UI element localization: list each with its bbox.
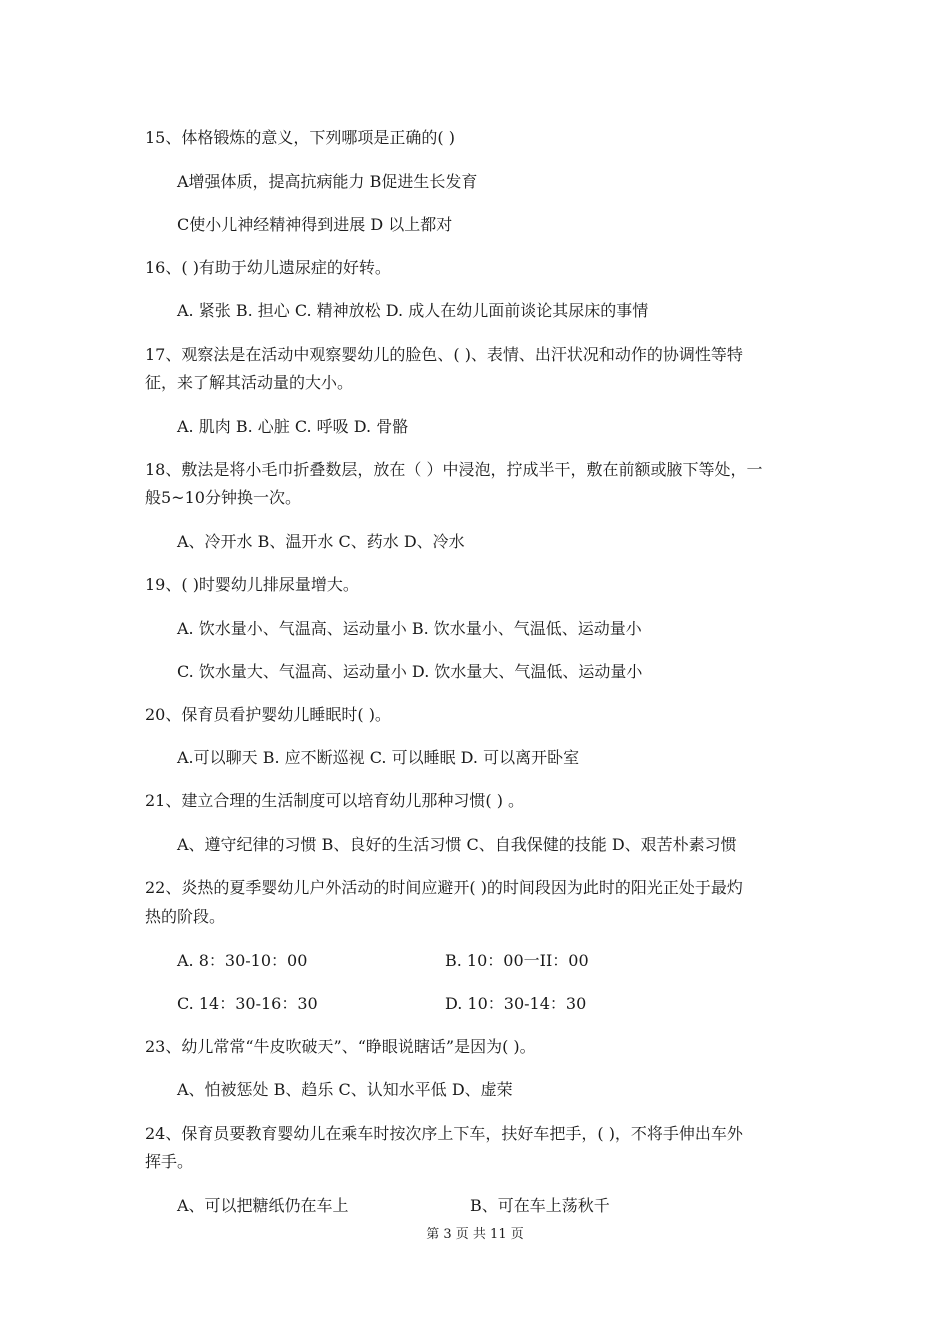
question-21-stem: 21、建立合理的生活制度可以培育幼儿那种习惯( ) 。	[145, 791, 525, 810]
question-24-stem-line1: 24、保育员要教育婴幼儿在乘车时按次序上下车，扶好车把手，( )，不将手伸出车外	[145, 1124, 743, 1143]
question-18-stem-line2: 般5~10分钟换一次。	[145, 488, 301, 507]
question-22-option-a: A. 8：30-10：00	[177, 951, 308, 970]
question-16-stem: 16、( )有助于幼儿遗尿症的好转。	[145, 258, 391, 277]
question-19-options-row1: A. 饮水量小、气温高、运动量小 B. 饮水量小、气温低、运动量小	[177, 619, 642, 638]
question-24-stem-line2: 挥手。	[145, 1152, 194, 1171]
question-15-stem: 15、体格锻炼的意义，下列哪项是正确的( )	[145, 128, 455, 147]
question-21-options: A、遵守纪律的习惯 B、良好的生活习惯 C、自我保健的技能 D、艰苦朴素习惯	[177, 835, 737, 854]
question-22-option-b: B. 10：00一II：00	[445, 951, 589, 970]
question-15-options-row1: A增强体质，提高抗病能力 B促进生长发育	[177, 172, 478, 191]
question-18-stem-line1: 18、敷法是将小毛巾折叠数层，放在（ ）中浸泡，拧成半干，敷在前额或腋下等处，一	[145, 460, 763, 479]
question-16-options: A. 紧张 B. 担心 C. 精神放松 D. 成人在幼儿面前谈论其尿床的事情	[177, 301, 649, 320]
question-24-option-a: A、可以把糖纸仍在车上	[177, 1196, 349, 1215]
question-22-stem-line1: 22、炎热的夏季婴幼儿户外活动的时间应避开( )的时间段因为此时的阳光正处于最灼	[145, 878, 743, 897]
question-22-stem-line2: 热的阶段。	[145, 907, 226, 926]
page-number-footer: 第 3 页 共 11 页	[426, 1227, 524, 1242]
question-18-options: A、冷开水 B、温开水 C、药水 D、冷水	[177, 532, 465, 551]
question-22-option-c: C. 14：30-16：30	[177, 994, 318, 1013]
question-24-option-b: B、可在车上荡秋千	[470, 1196, 610, 1215]
question-19-stem: 19、( )时婴幼儿排尿量增大。	[145, 575, 359, 594]
question-17-stem-line2: 征，来了解其活动量的大小。	[145, 373, 354, 392]
question-23-stem: 23、幼儿常常“牛皮吹破天”、“睁眼说瞎话”是因为( )。	[145, 1037, 536, 1056]
question-22-option-d: D. 10：30-14：30	[445, 994, 587, 1013]
question-23-options: A、怕被惩处 B、趋乐 C、认知水平低 D、虚荣	[177, 1080, 513, 1099]
question-19-options-row2: C. 饮水量大、气温高、运动量小 D. 饮水量大、气温低、运动量小	[177, 662, 643, 681]
question-17-stem-line1: 17、观察法是在活动中观察婴幼儿的脸色、( )、表情、出汗状况和动作的协调性等特	[145, 345, 743, 364]
question-17-options: A. 肌肉 B. 心脏 C. 呼吸 D. 骨骼	[177, 417, 409, 436]
question-20-stem: 20、保育员看护婴幼儿睡眠时( )。	[145, 705, 391, 724]
question-20-options: A.可以聊天 B. 应不断巡视 C. 可以睡眠 D. 可以离开卧室	[177, 748, 580, 767]
question-15-options-row2: C使小儿神经精神得到进展 D 以上都对	[177, 215, 453, 234]
